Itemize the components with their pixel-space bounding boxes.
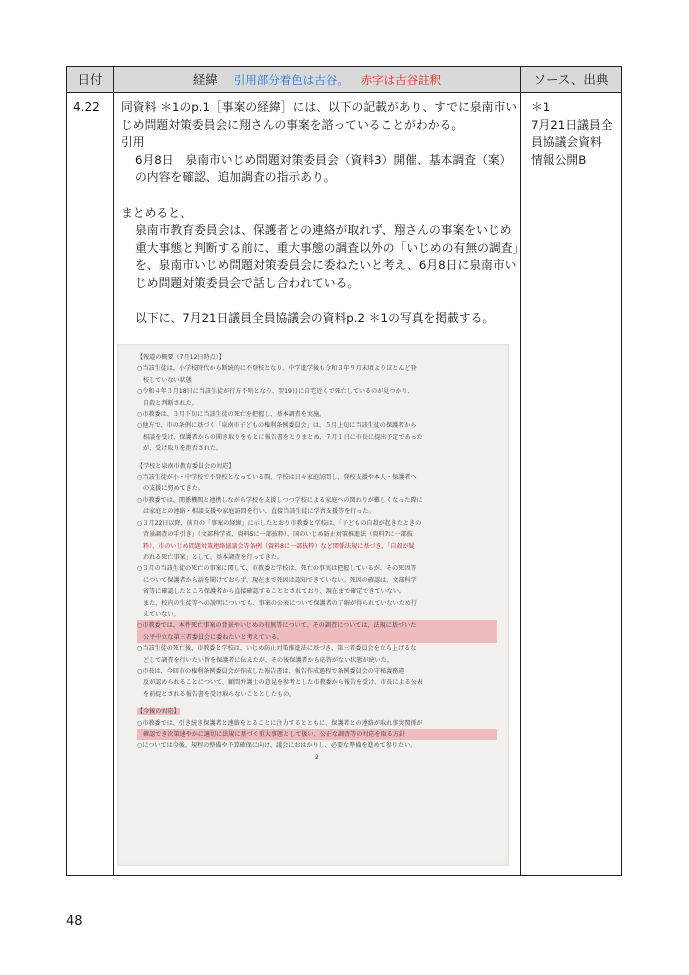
- page-number: 48: [66, 914, 83, 929]
- row-date: 4.22: [73, 100, 100, 114]
- header-note-blue: 引用部分着色は古谷。: [233, 73, 349, 87]
- photo-line: ○市長は、今回市の権利条例委員会が作成した報告書は、報告作成過程で条例委員会の守秘義務違: [137, 667, 405, 675]
- photo-line: について保護者から話を聞けておらず、現在まで死因は認知できていない。死因の確認は、文部科学: [143, 576, 417, 584]
- photo-line: は家庭との連絡・相談支援や家庭訪問を行い、直接当該生徒に学習支援等を行った。: [143, 508, 375, 516]
- photo-line: 相談を受け、保護者からの聞き取りをもとに報告書をとりまとめ、７月１日に市長に提出予定であった: [143, 433, 423, 441]
- photo-line: 反が認められることについて、顧問弁護士の意見を参考とした市教委から報告を受け、市長による公表: [143, 679, 423, 687]
- photo-line: を前提とされる報告書を受け取らないこととしたもの。: [143, 690, 296, 698]
- source-line: ＊1: [531, 100, 551, 114]
- header-note-red: 赤字は古谷註釈: [360, 73, 442, 87]
- header-main: [114, 67, 520, 92]
- column-divider: [520, 67, 521, 875]
- photo-line: ○当該生徒が小・中学校で不登校となっている間、学校は日々家庭訪問し、登校支援や本人・保護者へ: [137, 474, 417, 482]
- paragraph: 同資料 ＊1のp.1［事案の経緯］には、以下の記載があり、すでに泉南市いじめ問題対策委員会に翔さんの事案を諮っていることがわかる。: [121, 100, 518, 132]
- source-line: 情報公開B: [531, 152, 587, 167]
- table-header: [67, 67, 621, 93]
- photo-line: 校していない状態: [143, 376, 192, 384]
- photo-heading: 【学校と泉南市教育委員会の対応】: [137, 462, 235, 470]
- paragraph: 引用: [121, 135, 145, 150]
- photo-line: が、受け取りを拒否された。: [143, 445, 223, 453]
- row-source: [531, 99, 619, 169]
- photo-line: ○当該生徒の死亡後、市教委と学校は、いじめ防止対策推進法に基づき、第三者委員会を立ち上げるな: [137, 645, 417, 653]
- photo-line: 自殺と判断された。: [143, 399, 198, 407]
- photo-heading: [137, 706, 497, 717]
- photo-line: また、校内の生徒等への説明についても、事案の公表について保護者の了解が得られていないため行: [143, 599, 417, 607]
- photo-line: ○市教委では、引き続き保護者と連絡をとることに注力するとともに、保護者との連絡が取れ事実関係が: [137, 719, 423, 727]
- photo-line: 背景調査の手引き」（文部科学省、資料5に一部抜粋）、国のいじめ防止対策推進法（資料7に一部抜: [143, 531, 413, 539]
- source-line: 7月21日議員全員協議会資料: [531, 117, 613, 150]
- photo-line: ○市教委は、３月下旬に当該生徒の死亡を把握し、基本調査を実施。: [137, 411, 326, 419]
- photo-line: ○３月の当該生徒の死亡の事案に関して、市教委と学校は、死亡の事実は把握しているが、その死因等: [137, 565, 417, 573]
- photo-line: ○当該生徒は、小学校時代から断続的に不登校となり、中学進学後も令和３年９月末頃よりほとんど登: [137, 365, 417, 373]
- header-date: 日付: [77, 72, 103, 87]
- document-photo: [117, 344, 509, 866]
- photo-line-highlighted: 粋）、市のいじめ問題対策連絡協議会等条例（資料8に一部抜粋）など関係法規に基づき、「自殺が疑: [143, 542, 415, 550]
- photo-page-number: 2: [315, 753, 319, 761]
- photo-line-highlighted: 確認でき次第速やかに適切に法規に基づく重大事態として扱い、公正な調査等の対応を取る方針: [137, 729, 497, 740]
- photo-line: ○３月22日以降、前頁の「事案の経緯」に示したとおり市教委と学校は、「子どもの自殺が起きたときの: [137, 519, 422, 527]
- header-source: ソース、出典: [533, 72, 609, 87]
- photo-line: の支援に努めてきた。: [143, 485, 204, 493]
- photo-line-highlighted: ○市教委では、本件死亡事案の背景やいじめの有無等について、その調査については、法規に基づいた: [137, 620, 497, 631]
- photo-line: 省等に確認したところ保護者から直接確認することとされており、現在まで確定できていない。: [143, 588, 406, 596]
- photo-heading: 【報道の概要（7月12日時点）】: [137, 354, 225, 361]
- header-main-label: 経緯: [192, 72, 218, 87]
- quoted-text: 6月8日 泉南市いじめ問題対策委員会（資料3）開催、基本調査（案）の内容を確認、追加調査の指示あり。: [135, 152, 512, 185]
- summary-text: 泉南市教育委員会は、保護者との連絡が取れず、翔さんの事案をいじめ重大事態と判断する前に、重大事態の調査以外の「いじめの有無の調査」を、泉南市いじめ問題対策委員会に委ねたいと考え、6月8日に泉南市いじめ問題対策委員会で話し合われている。: [135, 223, 519, 290]
- record-table: [66, 66, 622, 876]
- paragraph: 以下に、7月21日議員全員協議会の資料p.2 ＊1の写真を掲載する。: [135, 311, 495, 326]
- photo-line: ○令和４年３月18日に当該生徒が行方不明となり、翌19日に自宅近くで死亡しているのが見つかり、: [137, 388, 414, 396]
- row-content: [121, 99, 519, 328]
- paragraph: まとめると、: [121, 205, 192, 220]
- photo-line: ○については今後、規程の整備や予算確保に向け、議会におはかりし、必要な準備を進めて参りたい。: [137, 742, 417, 750]
- photo-line: ○市教委では、関係機関と連携しながら学校を支援しつつ学校による家庭への関わりが難しくなった際に: [137, 496, 423, 504]
- photo-line: われる死亡事案」として、基本調査を行ってきた。: [143, 553, 284, 561]
- photo-line: えていない。: [143, 610, 180, 618]
- photo-line: どして調査を行いたい旨を保護者に伝えたが、その後保護者から応答がない状態が続いた。: [143, 656, 393, 664]
- photo-line: ○他方で、市の条例に基づく「泉南市子どもの権利条例委員会」は、５月上旬に当該生徒の保護者から: [137, 422, 417, 430]
- photo-heading-highlighted: 【今後の対応】: [137, 708, 180, 716]
- photo-line-highlighted: 公平中立な第三者委員会に委ねたいと考えている。: [137, 632, 497, 643]
- column-divider: [113, 67, 114, 875]
